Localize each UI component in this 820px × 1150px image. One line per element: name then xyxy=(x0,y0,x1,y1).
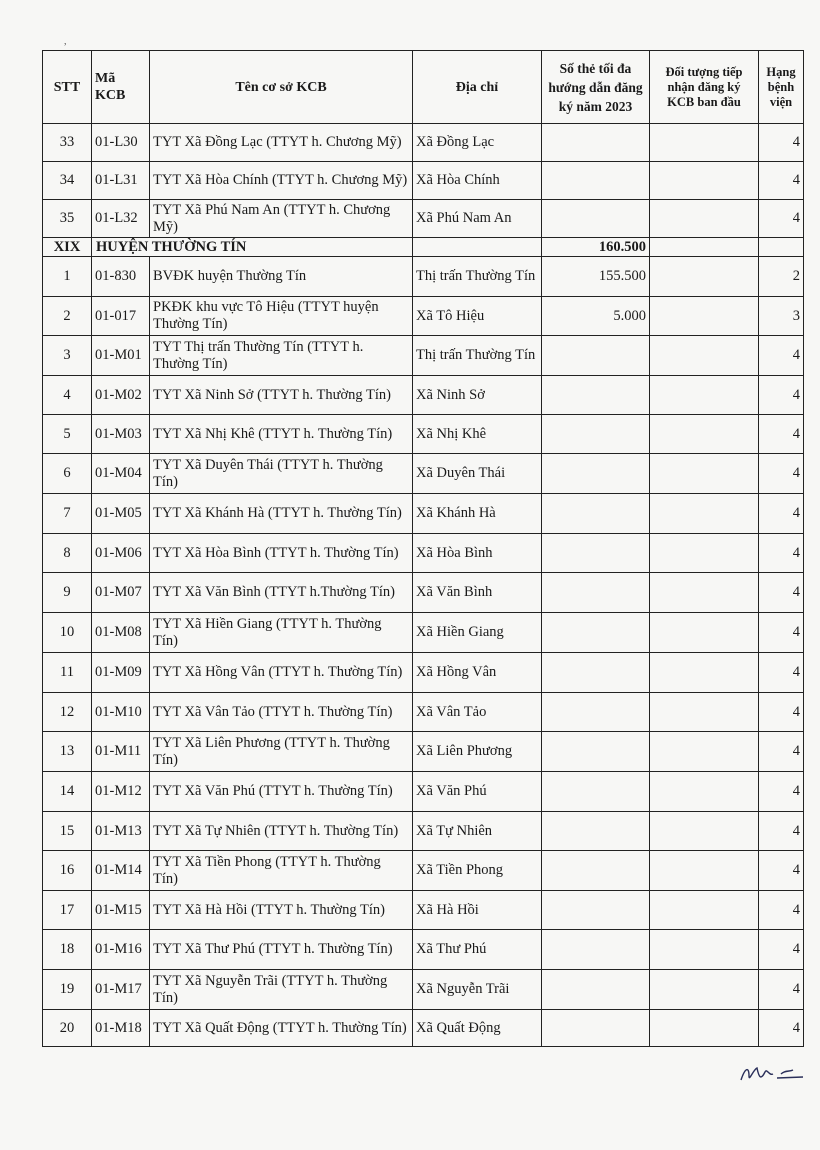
cell-hang: 4 xyxy=(759,376,804,415)
cell-hang: 4 xyxy=(759,162,804,200)
cell-so-the xyxy=(542,653,650,693)
cell-ten-co-so: TYT Xã Khánh Hà (TTYT h. Thường Tín) xyxy=(150,494,413,534)
cell-hang: 4 xyxy=(759,930,804,970)
cell-hang: 4 xyxy=(759,336,804,376)
cell-stt: 16 xyxy=(43,851,92,891)
cell-doi-tuong xyxy=(650,124,759,162)
cell-so-the xyxy=(542,891,650,930)
cell-so-the: 5.000 xyxy=(542,297,650,336)
table-row xyxy=(43,653,804,693)
cell-doi-tuong xyxy=(650,257,759,297)
cell-ma-kcb: 01-M09 xyxy=(92,653,150,693)
cell-so-the xyxy=(542,376,650,415)
cell-hang: 4 xyxy=(759,573,804,613)
table-row xyxy=(43,336,804,376)
table-row xyxy=(43,693,804,732)
cell-so-the xyxy=(542,772,650,812)
cell-stt: 3 xyxy=(43,336,92,376)
cell-stt: 33 xyxy=(43,124,92,162)
cell-dia-chi: Xã Hồng Vân xyxy=(413,653,542,693)
cell-so-the xyxy=(542,162,650,200)
cell-so-the xyxy=(542,534,650,573)
cell-ma-kcb: 01-M08 xyxy=(92,613,150,653)
cell-hang: 4 xyxy=(759,891,804,930)
cell-hang: 4 xyxy=(759,454,804,494)
header-ma-kcb: Mã KCB xyxy=(92,51,150,124)
cell-ma-kcb: 01-M02 xyxy=(92,376,150,415)
cell-hang: 4 xyxy=(759,415,804,454)
cell-ten-co-so: TYT Xã Văn Bình (TTYT h.Thường Tín) xyxy=(150,573,413,613)
table-row xyxy=(43,297,804,336)
cell-dia-chi: Xã Hiền Giang xyxy=(413,613,542,653)
cell-hang: 4 xyxy=(759,851,804,891)
cell-doi-tuong xyxy=(650,415,759,454)
cell-hang: 4 xyxy=(759,653,804,693)
table-row xyxy=(43,162,804,200)
cell-ten-co-so: TYT Xã Liên Phương (TTYT h. Thường Tín) xyxy=(150,732,413,772)
cell-stt: 20 xyxy=(43,1010,92,1047)
page-corner-mark: , xyxy=(64,36,67,47)
group-row xyxy=(43,238,804,257)
cell-so-the xyxy=(542,851,650,891)
cell-dia-chi: Thị trấn Thường Tín xyxy=(413,336,542,376)
cell-ten-co-so: TYT Xã Hòa Bình (TTYT h. Thường Tín) xyxy=(150,534,413,573)
cell-dia-chi: Xã Thư Phú xyxy=(413,930,542,970)
cell-so-the xyxy=(542,1010,650,1047)
cell-hang: 4 xyxy=(759,200,804,238)
cell-dia-chi: Xã Vân Tảo xyxy=(413,693,542,732)
cell-ma-kcb: 01-M03 xyxy=(92,415,150,454)
table-row xyxy=(43,891,804,930)
cell-doi-tuong xyxy=(650,200,759,238)
cell-hang: 4 xyxy=(759,534,804,573)
group-stt: XIX xyxy=(43,238,92,257)
cell-ten-co-so: TYT Xã Ninh Sở (TTYT h. Thường Tín) xyxy=(150,376,413,415)
cell-ma-kcb: 01-M11 xyxy=(92,732,150,772)
cell-so-the xyxy=(542,812,650,851)
cell-hang: 4 xyxy=(759,970,804,1010)
cell-stt: 18 xyxy=(43,930,92,970)
cell-stt: 13 xyxy=(43,732,92,772)
group-doi-tuong xyxy=(650,238,759,257)
cell-ma-kcb: 01-M17 xyxy=(92,970,150,1010)
table-row xyxy=(43,534,804,573)
cell-ten-co-so: TYT Xã Hiền Giang (TTYT h. Thường Tín) xyxy=(150,613,413,653)
cell-ma-kcb: 01-M18 xyxy=(92,1010,150,1047)
table-body-top xyxy=(43,124,804,238)
cell-so-the xyxy=(542,970,650,1010)
header-dia-chi: Địa chỉ xyxy=(413,51,542,124)
cell-ten-co-so: TYT Xã Văn Phú (TTYT h. Thường Tín) xyxy=(150,772,413,812)
cell-ma-kcb: 01-M12 xyxy=(92,772,150,812)
group-hang xyxy=(759,238,804,257)
header-hang-benh-vien: Hạng bệnh viện xyxy=(759,51,804,124)
cell-doi-tuong xyxy=(650,772,759,812)
table-row xyxy=(43,415,804,454)
cell-hang: 4 xyxy=(759,1010,804,1047)
health-facility-table xyxy=(42,50,804,1047)
cell-so-the xyxy=(542,494,650,534)
cell-stt: 7 xyxy=(43,494,92,534)
cell-doi-tuong xyxy=(650,812,759,851)
cell-stt: 10 xyxy=(43,613,92,653)
cell-ma-kcb: 01-M04 xyxy=(92,454,150,494)
cell-stt: 2 xyxy=(43,297,92,336)
cell-stt: 34 xyxy=(43,162,92,200)
table-row xyxy=(43,732,804,772)
cell-doi-tuong xyxy=(650,891,759,930)
cell-doi-tuong xyxy=(650,970,759,1010)
header-doi-tuong: Đối tượng tiếp nhận đăng ký KCB ban đầu xyxy=(650,51,759,124)
cell-ten-co-so: TYT Xã Đồng Lạc (TTYT h. Chương Mỹ) xyxy=(150,124,413,162)
cell-dia-chi: Xã Nguyễn Trãi xyxy=(413,970,542,1010)
cell-doi-tuong xyxy=(650,732,759,772)
cell-hang: 2 xyxy=(759,257,804,297)
table-body-main xyxy=(43,257,804,1047)
cell-doi-tuong xyxy=(650,376,759,415)
header-ten-co-so: Tên cơ sở KCB xyxy=(150,51,413,124)
group-name: HUYỆN THƯỜNG TÍN xyxy=(92,238,413,257)
cell-ten-co-so: TYT Xã Tự Nhiên (TTYT h. Thường Tín) xyxy=(150,812,413,851)
cell-so-the xyxy=(542,200,650,238)
table-row xyxy=(43,851,804,891)
cell-stt: 5 xyxy=(43,415,92,454)
table-row xyxy=(43,573,804,613)
cell-ma-kcb: 01-M07 xyxy=(92,573,150,613)
cell-ten-co-so: TYT Xã Hồng Vân (TTYT h. Thường Tín) xyxy=(150,653,413,693)
cell-hang: 4 xyxy=(759,613,804,653)
table-row xyxy=(43,970,804,1010)
table-row xyxy=(43,494,804,534)
cell-so-the xyxy=(542,613,650,653)
cell-ma-kcb: 01-M14 xyxy=(92,851,150,891)
cell-so-the xyxy=(542,693,650,732)
table-row xyxy=(43,613,804,653)
cell-so-the xyxy=(542,454,650,494)
table-row xyxy=(43,124,804,162)
cell-hang: 4 xyxy=(759,772,804,812)
table-row xyxy=(43,812,804,851)
cell-ten-co-so: TYT Xã Quất Động (TTYT h. Thường Tín) xyxy=(150,1010,413,1047)
cell-dia-chi: Xã Khánh Hà xyxy=(413,494,542,534)
cell-hang: 3 xyxy=(759,297,804,336)
cell-doi-tuong xyxy=(650,494,759,534)
cell-dia-chi: Xã Duyên Thái xyxy=(413,454,542,494)
cell-ten-co-so: TYT Xã Vân Tảo (TTYT h. Thường Tín) xyxy=(150,693,413,732)
cell-ma-kcb: 01-M15 xyxy=(92,891,150,930)
cell-doi-tuong xyxy=(650,336,759,376)
group-so-the: 160.500 xyxy=(542,238,650,257)
cell-dia-chi: Xã Nhị Khê xyxy=(413,415,542,454)
cell-ma-kcb: 01-830 xyxy=(92,257,150,297)
header-so-the: Số thẻ tối đa hướng dẫn đăng ký năm 2023 xyxy=(542,51,650,124)
cell-doi-tuong xyxy=(650,573,759,613)
cell-dia-chi: Xã Văn Phú xyxy=(413,772,542,812)
cell-ma-kcb: 01-M01 xyxy=(92,336,150,376)
table-row xyxy=(43,930,804,970)
table-row xyxy=(43,772,804,812)
cell-doi-tuong xyxy=(650,930,759,970)
cell-stt: 11 xyxy=(43,653,92,693)
cell-dia-chi: Xã Liên Phương xyxy=(413,732,542,772)
cell-doi-tuong xyxy=(650,162,759,200)
cell-ma-kcb: 01-L32 xyxy=(92,200,150,238)
cell-ten-co-so: BVĐK huyện Thường Tín xyxy=(150,257,413,297)
cell-ten-co-so: TYT Xã Nguyễn Trãi (TTYT h. Thường Tín) xyxy=(150,970,413,1010)
cell-dia-chi: Xã Tô Hiệu xyxy=(413,297,542,336)
cell-ma-kcb: 01-L31 xyxy=(92,162,150,200)
cell-stt: 19 xyxy=(43,970,92,1010)
cell-so-the: 155.500 xyxy=(542,257,650,297)
cell-stt: 14 xyxy=(43,772,92,812)
cell-stt: 9 xyxy=(43,573,92,613)
cell-doi-tuong xyxy=(650,297,759,336)
group-dia-chi xyxy=(413,238,542,257)
cell-ten-co-so: TYT Xã Hà Hồi (TTYT h. Thường Tín) xyxy=(150,891,413,930)
cell-so-the xyxy=(542,336,650,376)
cell-so-the xyxy=(542,573,650,613)
cell-dia-chi: Xã Phú Nam An xyxy=(413,200,542,238)
table-row xyxy=(43,257,804,297)
cell-dia-chi: Xã Hà Hồi xyxy=(413,891,542,930)
cell-so-the xyxy=(542,732,650,772)
header-stt: STT xyxy=(43,51,92,124)
cell-so-the xyxy=(542,415,650,454)
cell-so-the xyxy=(542,930,650,970)
cell-ten-co-so: TYT Xã Duyên Thái (TTYT h. Thường Tín) xyxy=(150,454,413,494)
cell-hang: 4 xyxy=(759,812,804,851)
table-row xyxy=(43,1010,804,1047)
cell-stt: 1 xyxy=(43,257,92,297)
cell-ma-kcb: 01-M16 xyxy=(92,930,150,970)
cell-hang: 4 xyxy=(759,693,804,732)
cell-doi-tuong xyxy=(650,534,759,573)
cell-dia-chi: Xã Đồng Lạc xyxy=(413,124,542,162)
table-row xyxy=(43,376,804,415)
cell-doi-tuong xyxy=(650,851,759,891)
cell-ma-kcb: 01-M06 xyxy=(92,534,150,573)
signature-mark xyxy=(737,1058,807,1088)
cell-ten-co-so: TYT Xã Nhị Khê (TTYT h. Thường Tín) xyxy=(150,415,413,454)
cell-ma-kcb: 01-M10 xyxy=(92,693,150,732)
cell-ten-co-so: TYT Xã Hòa Chính (TTYT h. Chương Mỹ) xyxy=(150,162,413,200)
cell-ten-co-so: PKĐK khu vực Tô Hiệu (TTYT huyện Thường Tín) xyxy=(150,297,413,336)
table-row xyxy=(43,454,804,494)
cell-dia-chi: Xã Văn Bình xyxy=(413,573,542,613)
table-header xyxy=(43,51,804,124)
cell-dia-chi: Xã Tự Nhiên xyxy=(413,812,542,851)
cell-ten-co-so: TYT Xã Thư Phú (TTYT h. Thường Tín) xyxy=(150,930,413,970)
cell-dia-chi: Xã Tiền Phong xyxy=(413,851,542,891)
cell-ma-kcb: 01-017 xyxy=(92,297,150,336)
cell-ten-co-so: TYT Thị trấn Thường Tín (TTYT h. Thường Tín) xyxy=(150,336,413,376)
group-row-body xyxy=(43,238,804,257)
cell-ten-co-so: TYT Xã Tiền Phong (TTYT h. Thường Tín) xyxy=(150,851,413,891)
cell-doi-tuong xyxy=(650,1010,759,1047)
cell-doi-tuong xyxy=(650,454,759,494)
cell-ma-kcb: 01-M13 xyxy=(92,812,150,851)
cell-doi-tuong xyxy=(650,653,759,693)
cell-hang: 4 xyxy=(759,494,804,534)
cell-dia-chi: Thị trấn Thường Tín xyxy=(413,257,542,297)
cell-dia-chi: Xã Hòa Chính xyxy=(413,162,542,200)
cell-stt: 15 xyxy=(43,812,92,851)
cell-doi-tuong xyxy=(650,613,759,653)
cell-stt: 35 xyxy=(43,200,92,238)
cell-hang: 4 xyxy=(759,124,804,162)
cell-stt: 8 xyxy=(43,534,92,573)
cell-doi-tuong xyxy=(650,693,759,732)
cell-dia-chi: Xã Ninh Sở xyxy=(413,376,542,415)
cell-ma-kcb: 01-M05 xyxy=(92,494,150,534)
cell-ma-kcb: 01-L30 xyxy=(92,124,150,162)
cell-hang: 4 xyxy=(759,732,804,772)
cell-so-the xyxy=(542,124,650,162)
cell-stt: 4 xyxy=(43,376,92,415)
cell-dia-chi: Xã Hòa Bình xyxy=(413,534,542,573)
table-row xyxy=(43,200,804,238)
cell-dia-chi: Xã Quất Động xyxy=(413,1010,542,1047)
cell-ten-co-so: TYT Xã Phú Nam An (TTYT h. Chương Mỹ) xyxy=(150,200,413,238)
cell-stt: 12 xyxy=(43,693,92,732)
cell-stt: 17 xyxy=(43,891,92,930)
cell-stt: 6 xyxy=(43,454,92,494)
